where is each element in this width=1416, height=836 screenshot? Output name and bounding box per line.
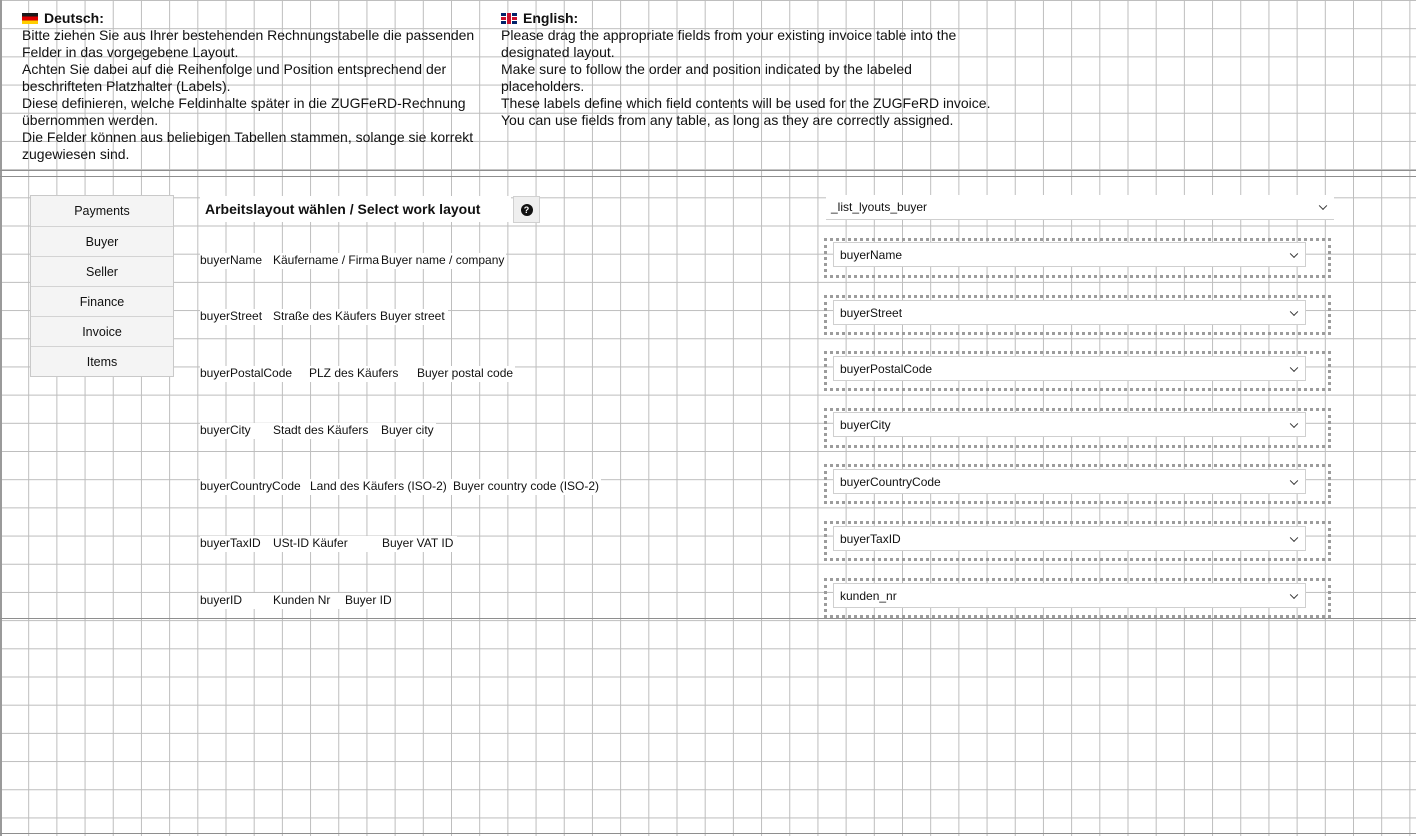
instructions-english [501,10,991,129]
field-select-buyer-city[interactable] [833,412,1306,437]
chevron-down-icon [1290,307,1298,315]
field-label-de: PLZ des Käufers [309,366,399,380]
field-row-buyer-tax-id [200,536,457,552]
chevron-down-icon [1290,476,1298,484]
field-label-en: Buyer ID [345,593,392,607]
field-select-buyer-tax-id[interactable] [833,526,1306,551]
field-key: buyerCountryCode [200,479,301,493]
field-select-value: buyerStreet [840,305,903,320]
field-key: buyerPostalCode [200,366,293,380]
layout-select[interactable] [826,195,1334,220]
field-select-value: buyerCity [840,417,891,432]
field-label-en: Buyer country code (ISO-2) [453,479,600,493]
field-label-de: Land des Käufers (ISO-2) [310,479,447,493]
chevron-down-icon [1319,202,1327,210]
chevron-down-icon [1290,363,1298,371]
tab-payments[interactable]: Payments [31,196,173,227]
field-row-buyer-name [200,253,506,269]
instruction-line: Bitte ziehen Sie aus Ihrer bestehenden Rechnungstabelle die passenden Felder in das vorgegebene Layout. [22,27,475,60]
field-label-de: Straße des Käufers [273,309,377,323]
divider-line [0,176,1416,177]
tab-items[interactable]: Items [31,347,173,376]
field-label-en: Buyer street [380,309,445,323]
divider-line [0,618,1416,619]
field-row-buyer-id [200,593,394,609]
field-select-value: buyerPostalCode [840,361,933,376]
instruction-line: You can use fields from any table, as long as they are correctly assigned. [501,112,954,128]
field-select-buyer-postal-code[interactable] [833,356,1306,381]
divider-line [0,170,1416,171]
field-row-buyer-postal-code [200,366,515,382]
chevron-down-icon [1290,590,1298,598]
field-key: buyerID [200,593,243,607]
field-label-de: Stadt des Käufers [273,423,369,437]
uk-flag-icon [501,13,517,24]
instructions-german [22,10,490,163]
tab-buyer[interactable]: Buyer [31,227,173,257]
field-key: buyerTaxID [200,536,261,550]
instruction-line: Please drag the appropriate fields from your existing invoice table into the designated layout. [501,27,957,60]
field-select-value: buyerName [840,247,903,262]
field-key: buyerName [200,253,263,267]
section-tabs [30,195,174,377]
field-row-buyer-street [200,309,448,325]
field-select-value: buyerTaxID [840,531,901,546]
chevron-down-icon [1290,533,1298,541]
field-select-buyer-id[interactable] [833,583,1306,608]
field-row-buyer-city [200,423,436,439]
instructions-heading: Deutsch: [44,10,104,26]
tab-invoice[interactable]: Invoice [31,317,173,347]
instruction-line: Diese definieren, welche Feldinhalte später in die ZUGFeRD-Rechnung übernommen werden. [22,95,466,128]
question-circle-icon: ? [521,204,533,216]
field-select-buyer-country-code[interactable] [833,469,1306,494]
field-key: buyerCity [200,423,251,437]
instruction-line: Make sure to follow the order and position indicated by the labeled placeholders. [501,61,912,94]
field-label-de: USt-ID Käufer [273,536,348,550]
field-select-value: kunden_nr [840,588,897,603]
instruction-line: Die Felder können aus beliebigen Tabellen stammen, solange sie korrekt zugewiesen sind. [22,129,474,162]
canvas-left-border [0,0,2,836]
field-label-de: Käufername / Firma [273,253,380,267]
field-label-en: Buyer name / company [381,253,505,267]
layout-picker-title: Arbeitslayout wählen / Select work layout [200,196,511,222]
field-label-de: Kunden Nr [273,593,331,607]
instruction-line: Achten Sie dabei auf die Reihenfolge und Position entsprechend der beschrifteten Platzhalter (Labels). [22,61,447,94]
field-key: buyerStreet [200,309,263,323]
divider-line [0,833,1416,834]
field-select-buyer-name[interactable] [833,242,1306,267]
field-select-value: buyerCountryCode [840,474,941,489]
help-button[interactable] [513,196,540,223]
tab-seller[interactable]: Seller [31,257,173,287]
field-select-buyer-street[interactable] [833,300,1306,325]
field-label-en: Buyer postal code [417,366,514,380]
tab-finance[interactable]: Finance [31,287,173,317]
layout-select-value: _list_lyouts_buyer [831,200,928,214]
chevron-down-icon [1290,249,1298,257]
field-row-buyer-country-code [200,479,601,495]
field-label-en: Buyer VAT ID [382,536,454,550]
instruction-line: These labels define which field contents will be used for the ZUGFeRD invoice. [501,95,991,111]
field-label-en: Buyer city [381,423,434,437]
instructions-heading: English: [523,10,579,26]
german-flag-icon [22,13,38,24]
chevron-down-icon [1290,419,1298,427]
